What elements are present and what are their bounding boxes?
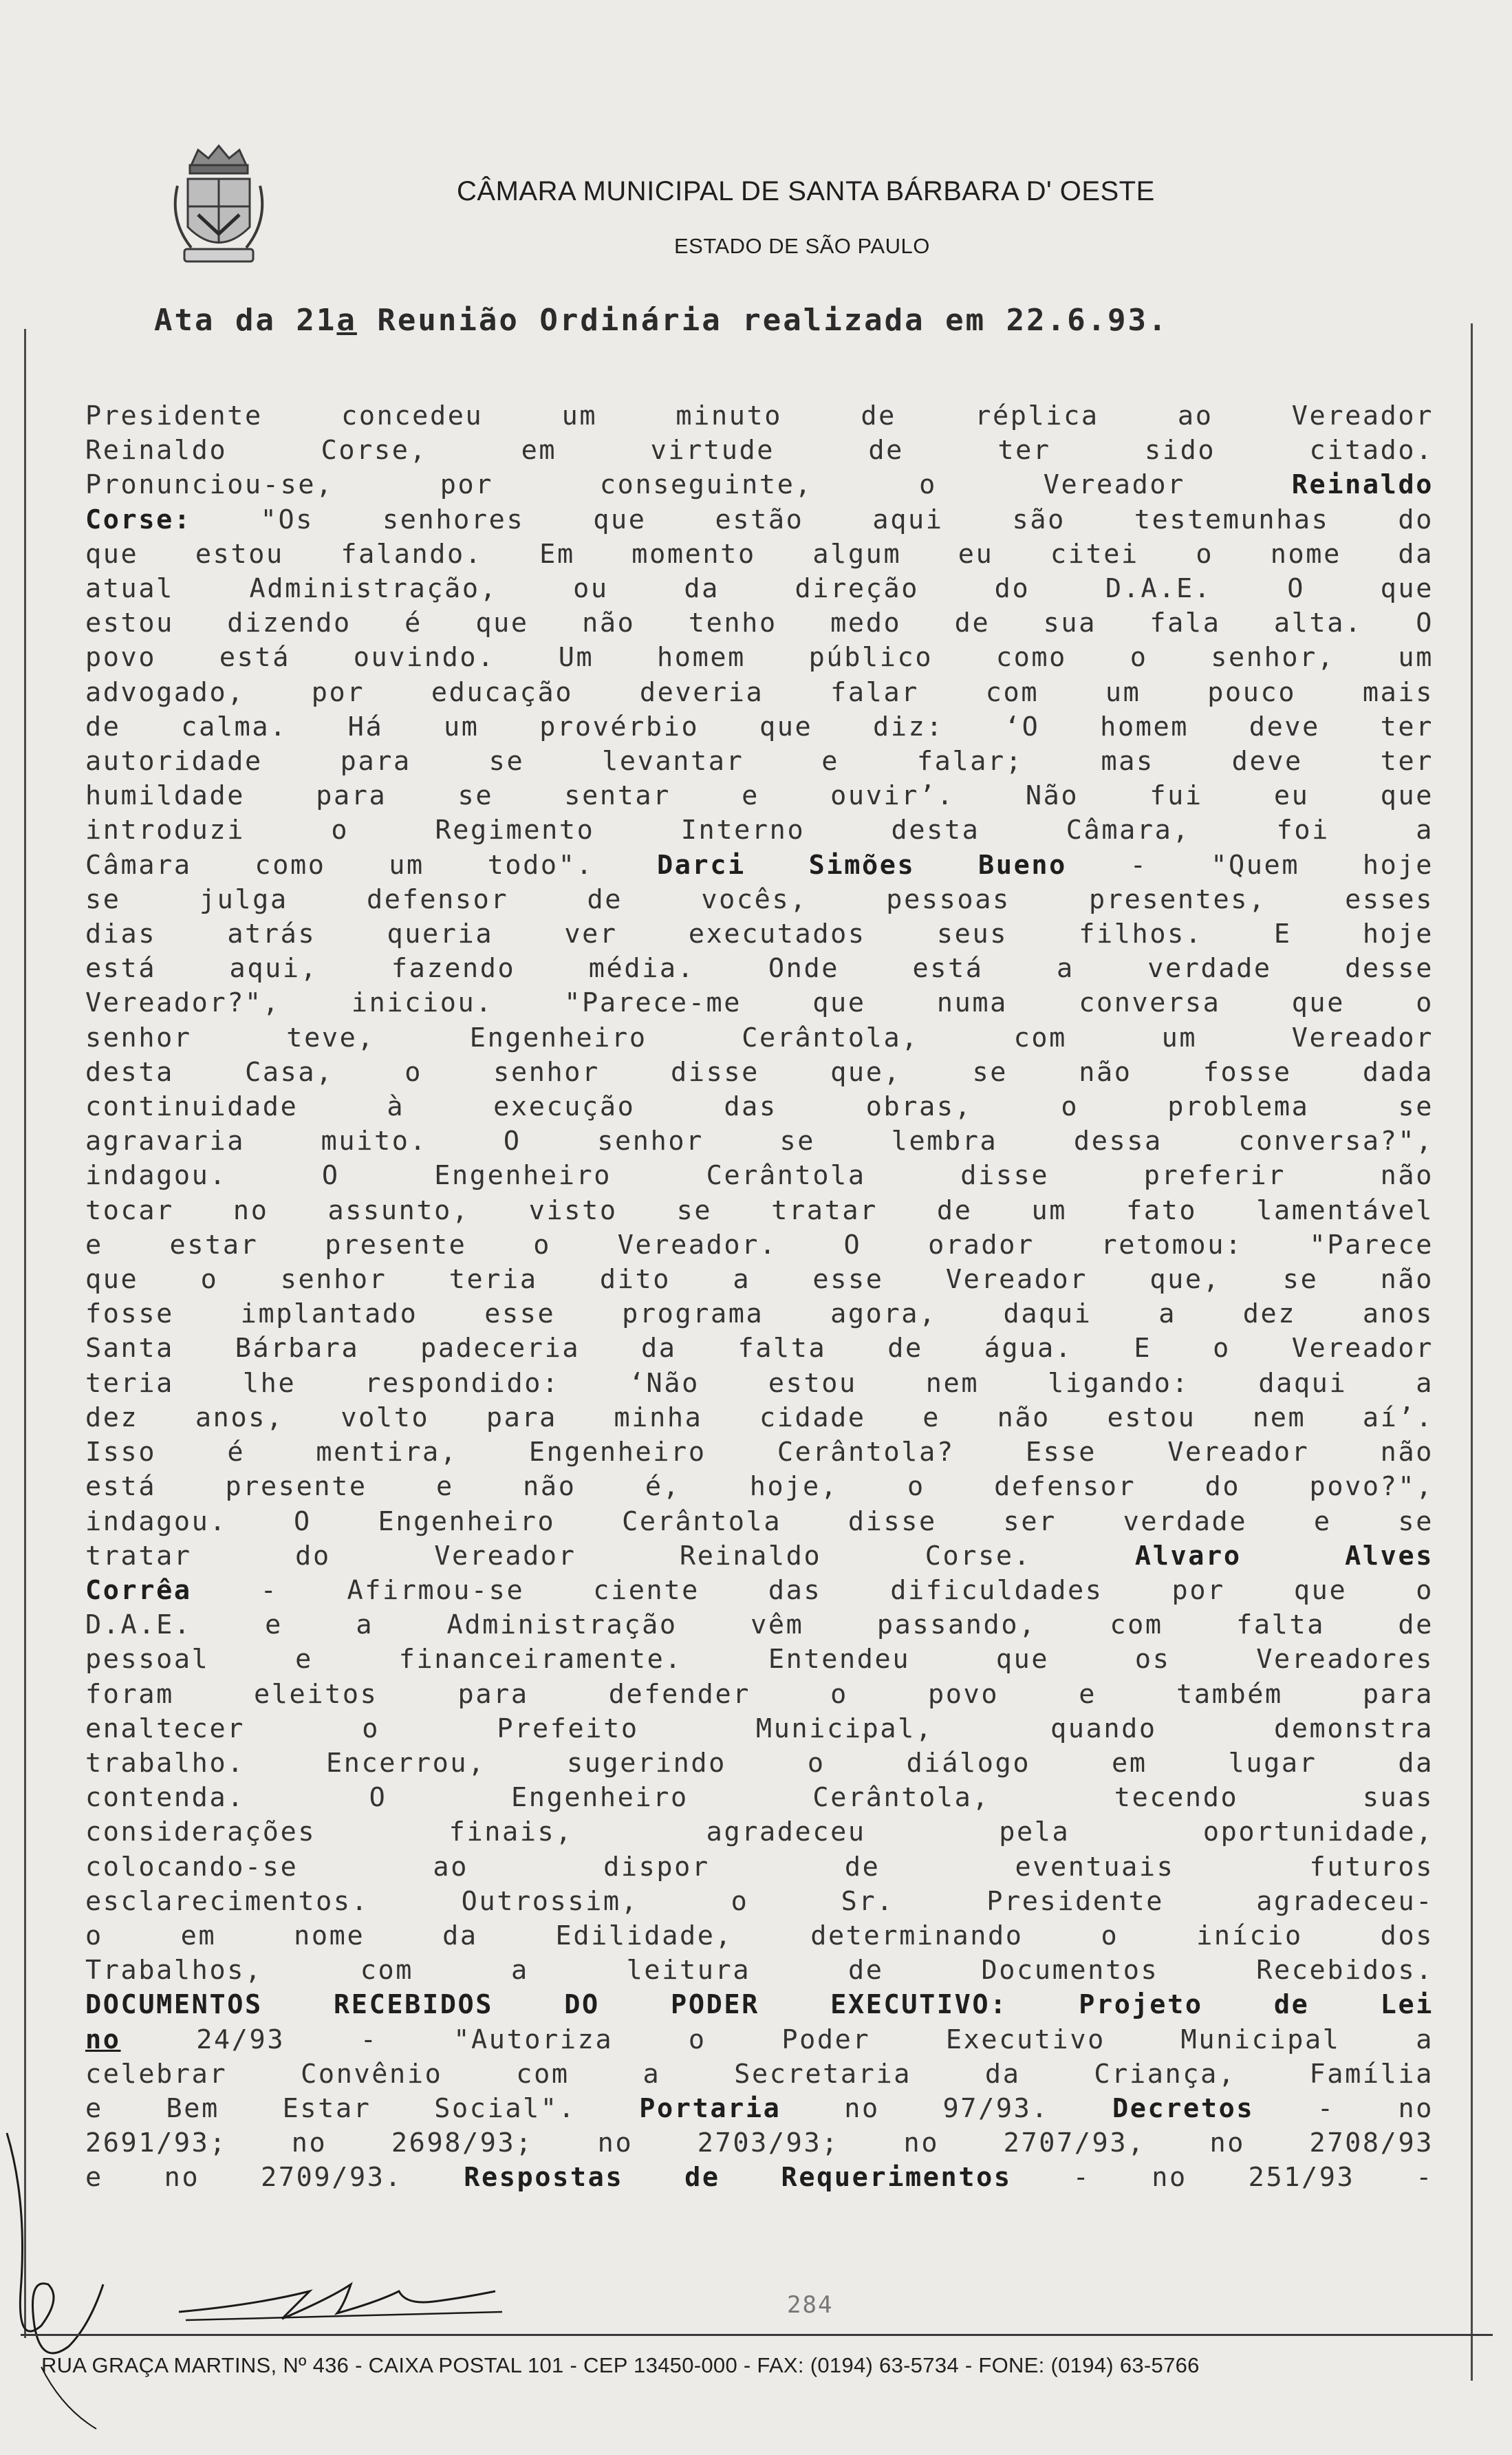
section-heading: DOCUMENTOS RECEBIDOS DO PODER EXECUTIVO: Projeto de Lei: [85, 1989, 1434, 2021]
speaker-name: Corse:: [85, 504, 192, 535]
body-line: 2691/93; no 2698/93; no 2703/93; no 2707/93, no 2708/93: [85, 2127, 1434, 2159]
body-line: está presente e não é, hoje, o defensor do povo?",: [85, 1471, 1434, 1503]
body-line: Trabalhos, com a leitura de Documentos Recebidos.: [85, 1955, 1434, 1986]
body-line: Isso é mentira, Engenheiro Cerântola? Esse Vereador não: [85, 1437, 1434, 1468]
president-signature: [172, 2264, 530, 2339]
body-line: o em nome da Edilidade, determinando o início dos: [85, 1920, 1434, 1951]
body-line: e estar presente o Vereador. O orador retomou: "Parece: [85, 1229, 1434, 1261]
body-line: senhor teve, Engenheiro Cerântola, com um Vereador: [85, 1022, 1434, 1053]
footer-rule: [21, 2334, 1493, 2336]
speaker-name: Alvaro Alves: [1134, 1540, 1434, 1572]
body-line: considerações finais, agradeceu pela oportunidade,: [85, 1816, 1434, 1848]
footer-address: RUA GRAÇA MARTINS, Nº 436 - CAIXA POSTAL 101 - CEP 13450-000 - FAX: (0194) 63-5734 - FONE: (0194) 63-5766: [41, 2353, 1200, 2377]
body-line: dez anos, volto para minha cidade e não estou nem aí’.: [85, 1402, 1434, 1433]
body-line: agravaria muito. O senhor se lembra dessa conversa?",: [85, 1126, 1434, 1157]
body-line: está aqui, fazendo média. Onde está a verdade desse: [85, 953, 1434, 985]
body-line: foram eleitos para defender o povo e também para: [85, 1678, 1434, 1710]
body-line: Reinaldo Corse, em virtude de ter sido citado.: [85, 435, 1434, 467]
body-line: se julga defensor de vocês, pessoas presentes, esses: [85, 883, 1434, 915]
body-line: contenda. O Engenheiro Cerântola, tecendo suas: [85, 1782, 1434, 1814]
body-line: Santa Bárbara padeceria da falta de água. E o Vereador: [85, 1333, 1434, 1364]
title-suffix: Reunião Ordinária realizada em 22.6.93.: [356, 303, 1169, 338]
body-line: colocando-se ao dispor de eventuais futuros: [85, 1851, 1434, 1883]
body-line: enaltecer o Prefeito Municipal, quando demonstra: [85, 1713, 1434, 1744]
institution-name: CÂMARA MUNICIPAL DE SANTA BÁRBARA D' OESTE: [457, 176, 1155, 206]
body-line: Corse: "Os senhores que estão aqui são testemunhas do: [85, 504, 1434, 535]
body-line: tratar do Vereador Reinaldo Corse. Alvaro Alves: [85, 1540, 1434, 1572]
body-line: estou dizendo é que não tenho medo de sua fala alta. O: [85, 608, 1434, 639]
body-line: celebrar Convênio com a Secretaria da Criança, Família: [85, 2058, 1434, 2090]
body-line: trabalho. Encerrou, sugerindo o diálogo em lugar da: [85, 1747, 1434, 1779]
coat-of-arms-logo: [164, 138, 274, 282]
body-line: atual Administração, ou da direção do D.A.E. O que: [85, 573, 1434, 605]
body-line: D.A.E. e a Administração vêm passando, com falta de: [85, 1609, 1434, 1641]
body-line: indagou. O Engenheiro Cerântola disse preferir não: [85, 1160, 1434, 1192]
body-line: de calma. Há um provérbio que diz: ‘O homem deve ter: [85, 711, 1434, 742]
left-margin-rule: [24, 329, 26, 2338]
title-ordinal: a: [336, 303, 357, 338]
body-line: povo está ouvindo. Um homem público como o senhor, um: [85, 642, 1434, 674]
right-margin-rule: [1471, 323, 1473, 2381]
body-line: que o senhor teria dito a esse Vereador que, se não: [85, 1264, 1434, 1296]
body-line: fosse implantado esse programa agora, daqui a dez anos: [85, 1298, 1434, 1330]
body-line: tocar no assunto, visto se tratar de um fato lamentável: [85, 1194, 1434, 1226]
body-line: autoridade para se levantar e falar; mas deve ter: [85, 746, 1434, 778]
body-line: introduzi o Regimento Interno desta Câmara, foi a: [85, 815, 1434, 846]
document-title: [154, 303, 1169, 338]
body-line: Câmara como um todo". Darci Simões Bueno - "Quem hoje: [85, 849, 1434, 881]
body-line: teria lhe respondido: ‘Não estou nem ligando: daqui a: [85, 1367, 1434, 1399]
speaker-name: Darci Simões Bueno: [657, 849, 1067, 881]
body-line: Presidente concedeu um minuto de réplica ao Vereador: [85, 400, 1434, 431]
minutes-body: [85, 399, 1434, 2196]
body-line: e Bem Estar Social". Portaria no 97/93. Decretos - no: [85, 2092, 1434, 2124]
speaker-name: Reinaldo: [1291, 469, 1434, 501]
page-number: 284: [787, 2291, 834, 2319]
body-line: e no 2709/93. Respostas de Requerimentos - no 251/93 -: [85, 2162, 1434, 2194]
body-line: esclarecimentos. Outrossim, o Sr. Presidente agradeceu-: [85, 1885, 1434, 1917]
body-line: humildade para se sentar e ouvir’. Não fui eu que: [85, 780, 1434, 812]
body-line: advogado, por educação deveria falar com um pouco mais: [85, 676, 1434, 708]
body-line: Corrêa - Afirmou-se ciente das dificuldades por que o: [85, 1574, 1434, 1606]
body-line: indagou. O Engenheiro Cerântola disse ser verdade e se: [85, 1505, 1434, 1537]
title-prefix: Ata da 21: [154, 303, 337, 338]
body-line: continuidade à execução das obras, o problema se: [85, 1091, 1434, 1123]
body-line: pessoal e financeiramente. Entendeu que os Vereadores: [85, 1644, 1434, 1675]
institution-state: ESTADO DE SÃO PAULO: [674, 234, 930, 258]
margin-signature: [0, 2119, 131, 2443]
speaker-name: Corrêa: [85, 1574, 192, 1606]
body-line: Pronunciou-se, por conseguinte, o Vereador Reinaldo: [85, 469, 1434, 501]
body-line: Vereador?", iniciou. "Parece-me que numa conversa que o: [85, 987, 1434, 1019]
body-line: desta Casa, o senhor disse que, se não fosse dada: [85, 1056, 1434, 1088]
body-line: que estou falando. Em momento algum eu citei o nome da: [85, 538, 1434, 570]
body-line: dias atrás queria ver executados seus filhos. E hoje: [85, 919, 1434, 950]
body-line: no 24/93 - "Autoriza o Poder Executivo Municipal a: [85, 2024, 1434, 2055]
